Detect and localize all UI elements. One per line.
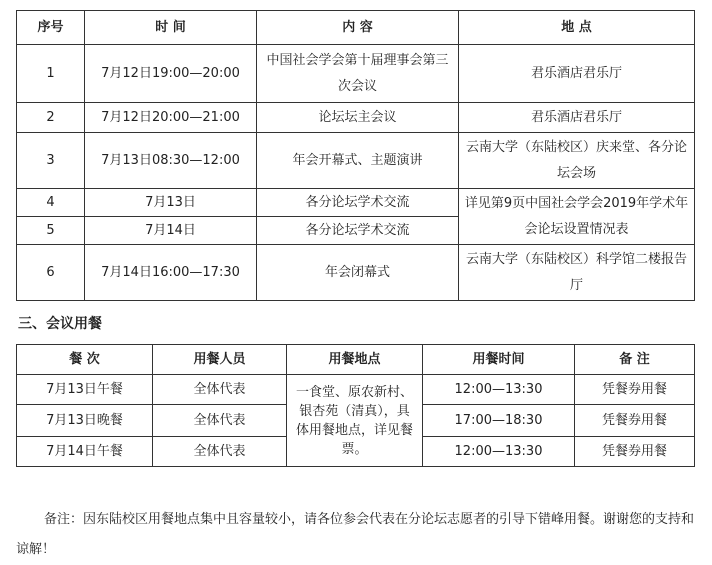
row-no: 4	[17, 189, 85, 217]
header-meal-time: 用餐时间	[423, 345, 575, 375]
row-content: 论坛坛主会议	[257, 103, 459, 133]
header-location: 用餐地点	[287, 345, 423, 375]
meal-name: 7月13日晚餐	[17, 405, 153, 437]
row-no: 3	[17, 133, 85, 189]
header-place: 地 点	[459, 11, 695, 45]
meal-people: 全体代表	[153, 375, 287, 405]
meal-time: 12:00—13:30	[423, 437, 575, 467]
meal-remark: 凭餐券用餐	[575, 375, 695, 405]
meal-remark: 凭餐券用餐	[575, 437, 695, 467]
meal-name: 7月13日午餐	[17, 375, 153, 405]
row-content: 中国社会学会第十届理事会第三次会议	[257, 45, 459, 103]
header-content: 内 容	[257, 11, 459, 45]
header-meal: 餐 次	[17, 345, 153, 375]
meal-remark: 凭餐券用餐	[575, 405, 695, 437]
table-row	[17, 133, 695, 189]
row-place: 云南大学（东陆校区）科学馆二楼报告厅	[459, 245, 695, 301]
row-content: 年会闭幕式	[257, 245, 459, 301]
row-time: 7月13日	[85, 189, 257, 217]
meal-people: 全体代表	[153, 437, 287, 467]
table-row	[17, 245, 695, 301]
table-row	[17, 45, 695, 103]
row-place: 详见第9页中国社会学会2019年学术年会论坛设置情况表	[459, 189, 695, 245]
row-place: 君乐酒店君乐厅	[459, 45, 695, 103]
row-no: 6	[17, 245, 85, 301]
header-no: 序号	[17, 11, 85, 45]
row-no: 2	[17, 103, 85, 133]
meal-name: 7月14日午餐	[17, 437, 153, 467]
row-content: 各分论坛学术交流	[257, 189, 459, 217]
row-time: 7月14日16:00—17:30	[85, 245, 257, 301]
row-time: 7月12日20:00—21:00	[85, 103, 257, 133]
row-time: 7月12日19:00—20:00	[85, 45, 257, 103]
meals-table	[16, 344, 695, 467]
header-remark: 备 注	[575, 345, 695, 375]
row-time: 7月14日	[85, 217, 257, 245]
table-row	[17, 375, 695, 405]
row-content: 年会开幕式、主题演讲	[257, 133, 459, 189]
row-no: 5	[17, 217, 85, 245]
section-title: 三、会议用餐	[18, 316, 102, 332]
row-content: 各分论坛学术交流	[257, 217, 459, 245]
row-place: 云南大学（东陆校区）庆来堂、各分论坛会场	[459, 133, 695, 189]
header-people: 用餐人员	[153, 345, 287, 375]
meal-location: 一食堂、原农新村、银杏苑（清真），具体用餐地点，详见餐票。	[287, 375, 423, 467]
meal-time: 17:00—18:30	[423, 405, 575, 437]
meals-header-row	[17, 345, 695, 375]
table-row	[17, 103, 695, 133]
schedule-table	[16, 10, 695, 301]
footnote: 备注：因东陆校区用餐地点集中且容量较小，请各位参会代表在分论坛志愿者的引导下错峰用餐。谢谢您的支持和谅解！	[16, 512, 695, 557]
header-time: 时 间	[85, 11, 257, 45]
meal-time: 12:00—13:30	[423, 375, 575, 405]
row-place: 君乐酒店君乐厅	[459, 103, 695, 133]
meal-people: 全体代表	[153, 405, 287, 437]
table-row	[17, 189, 695, 217]
schedule-header-row	[17, 11, 695, 45]
row-no: 1	[17, 45, 85, 103]
row-time: 7月13日08:30—12:00	[85, 133, 257, 189]
